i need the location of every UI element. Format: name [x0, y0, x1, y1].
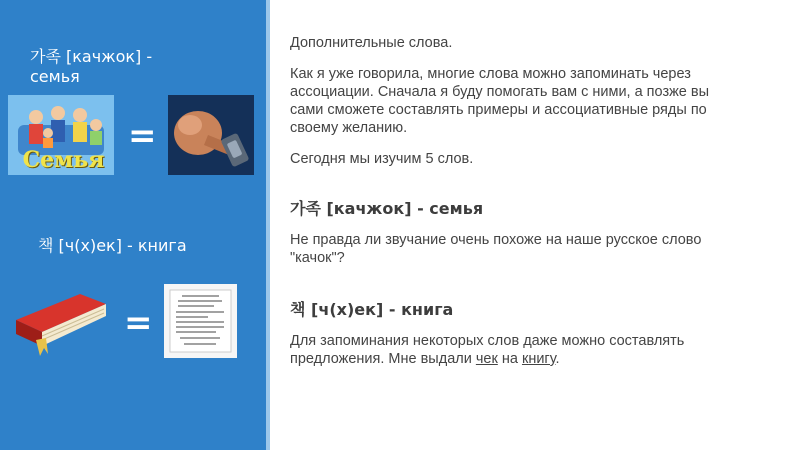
- paragraph-word-count: Сегодня мы изучим 5 слов.: [290, 151, 474, 167]
- underlined-book: книгу: [521, 351, 556, 367]
- sentence-start: Для запоминания некоторых слов даже можно составлять предложения. Мне выдали: [290, 333, 685, 367]
- heading-word1: 가족 [качжок] - семья: [290, 199, 484, 218]
- text-panel: [290, 34, 720, 381]
- heading-word2: 책 [ч(х)ек] - книга: [290, 300, 454, 319]
- word2-label: 책 [ч(х)ек] - книга: [38, 236, 187, 255]
- family-caption: Семья: [22, 147, 105, 173]
- word1-label: 가족 [качжок] - семья: [30, 47, 153, 86]
- book-image: [10, 280, 110, 358]
- receipt-illustration: [164, 284, 237, 358]
- underlined-check: чек: [475, 351, 498, 367]
- panel-divider: [266, 0, 270, 450]
- muscle-arm-illustration: [168, 95, 254, 175]
- receipt-image: [164, 284, 237, 358]
- intro-text: Дополнительные слова.: [290, 35, 453, 51]
- sentence-end: .: [555, 351, 560, 367]
- family-image: [8, 95, 114, 175]
- sentence-middle: на: [497, 351, 522, 367]
- equals-sign-2: =: [124, 303, 153, 343]
- paragraph-associations: Как я уже говорила, многие слова можно запоминать через ассоциации. Сначала я буду помогать вам с ними, а позже вы сами сможете составлять примеры и ассоциативные ряды по своему желанию.: [290, 66, 710, 136]
- paragraph-kachok: Не правда ли звучание очень похоже на наше русское слово "качок"?: [290, 232, 702, 266]
- red-book-illustration: [10, 280, 110, 358]
- paragraph-sentence: [290, 332, 720, 368]
- bodybuilder-image: [168, 95, 254, 175]
- equals-sign-1: =: [128, 116, 157, 156]
